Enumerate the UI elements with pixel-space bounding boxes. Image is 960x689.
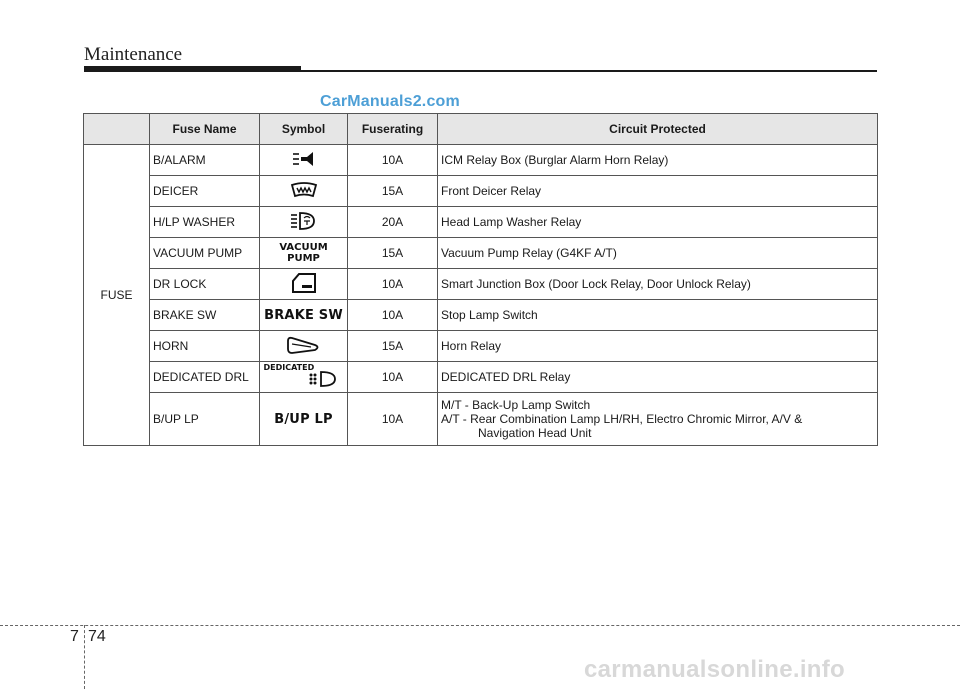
footer-rule bbox=[0, 625, 960, 626]
fuse-rating: 15A bbox=[348, 176, 438, 207]
column-header-circuit-protected: Circuit Protected bbox=[438, 114, 878, 145]
table-row bbox=[84, 238, 878, 269]
header-rule-thick bbox=[84, 66, 301, 72]
table-row bbox=[84, 331, 878, 362]
circuit-protected: Vacuum Pump Relay (G4KF A/T) bbox=[438, 238, 878, 269]
deicer-icon bbox=[289, 180, 319, 203]
alarm-horn-icon bbox=[291, 149, 317, 172]
fuse-name: B/UP LP bbox=[150, 393, 260, 446]
chapter-number: 7 bbox=[70, 628, 79, 645]
header-rule-thin bbox=[301, 70, 877, 72]
fuse-type-cell: FUSE bbox=[84, 145, 150, 446]
vacuum-pump-symbol: VACUUM PUMP bbox=[279, 242, 328, 264]
column-header-symbol: Symbol bbox=[260, 114, 348, 145]
symbol-cell bbox=[260, 207, 348, 238]
circuit-protected: Stop Lamp Switch bbox=[438, 300, 878, 331]
fuse-rating: 10A bbox=[348, 393, 438, 446]
brake-sw-symbol: BRAKE SW bbox=[264, 307, 343, 323]
fuse-rating: 10A bbox=[348, 300, 438, 331]
fuse-name: DEICER bbox=[150, 176, 260, 207]
table-row bbox=[84, 300, 878, 331]
page-number: 74 bbox=[88, 628, 106, 645]
column-header-fuserating: Fuserating bbox=[348, 114, 438, 145]
circuit-protected: Head Lamp Washer Relay bbox=[438, 207, 878, 238]
circuit-protected: Front Deicer Relay bbox=[438, 176, 878, 207]
fuse-rating: 10A bbox=[348, 145, 438, 176]
table-row bbox=[84, 362, 878, 393]
table-row bbox=[84, 393, 878, 446]
circuit-protected: Horn Relay bbox=[438, 331, 878, 362]
headlamp-washer-icon bbox=[289, 210, 319, 235]
column-header-type bbox=[84, 114, 150, 145]
horn-icon bbox=[285, 335, 323, 358]
fuse-rating: 20A bbox=[348, 207, 438, 238]
fuse-table bbox=[83, 113, 878, 446]
table-row bbox=[84, 176, 878, 207]
symbol-cell bbox=[260, 269, 348, 300]
section-title: Maintenance bbox=[84, 44, 183, 65]
fuse-name: DEDICATED DRL bbox=[150, 362, 260, 393]
fuse-rating: 10A bbox=[348, 362, 438, 393]
circuit-protected: ICM Relay Box (Burglar Alarm Horn Relay) bbox=[438, 145, 878, 176]
table-row bbox=[84, 145, 878, 176]
dedicated-drl-symbol bbox=[264, 363, 344, 389]
fuse-name: HORN bbox=[150, 331, 260, 362]
symbol-cell bbox=[260, 176, 348, 207]
circuit-protected: DEDICATED DRL Relay bbox=[438, 362, 878, 393]
symbol-cell bbox=[260, 362, 348, 393]
circuit-protected: M/T - Back-Up Lamp Switch A/T - Rear Combination Lamp LH/RH, Electro Chromic Mirror, A/V & Navigation Head Unit bbox=[438, 393, 878, 446]
table-header-row bbox=[84, 114, 878, 145]
table-row bbox=[84, 207, 878, 238]
fuse-name: BRAKE SW bbox=[150, 300, 260, 331]
backup-lamp-symbol: B/UP LP bbox=[274, 411, 333, 427]
fuse-name: B/ALARM bbox=[150, 145, 260, 176]
fuse-name: DR LOCK bbox=[150, 269, 260, 300]
footer-divider bbox=[84, 625, 85, 689]
fuse-rating: 10A bbox=[348, 269, 438, 300]
drl-lamp-icon bbox=[308, 369, 338, 389]
fuse-rating: 15A bbox=[348, 238, 438, 269]
column-header-fuse-name: Fuse Name bbox=[150, 114, 260, 145]
circuit-protected: Smart Junction Box (Door Lock Relay, Door Unlock Relay) bbox=[438, 269, 878, 300]
dedicated-label: DEDICATED bbox=[263, 362, 315, 372]
symbol-cell bbox=[260, 300, 348, 331]
door-lock-icon bbox=[290, 272, 318, 297]
table-row bbox=[84, 269, 878, 300]
symbol-cell bbox=[260, 145, 348, 176]
fuse-rating: 15A bbox=[348, 331, 438, 362]
watermark-link[interactable]: CarManuals2.com bbox=[320, 93, 460, 110]
symbol-cell bbox=[260, 393, 348, 446]
fuse-name: VACUUM PUMP bbox=[150, 238, 260, 269]
site-watermark: carmanualsonline.info bbox=[584, 656, 846, 683]
symbol-cell bbox=[260, 331, 348, 362]
symbol-cell bbox=[260, 238, 348, 269]
fuse-name: H/LP WASHER bbox=[150, 207, 260, 238]
